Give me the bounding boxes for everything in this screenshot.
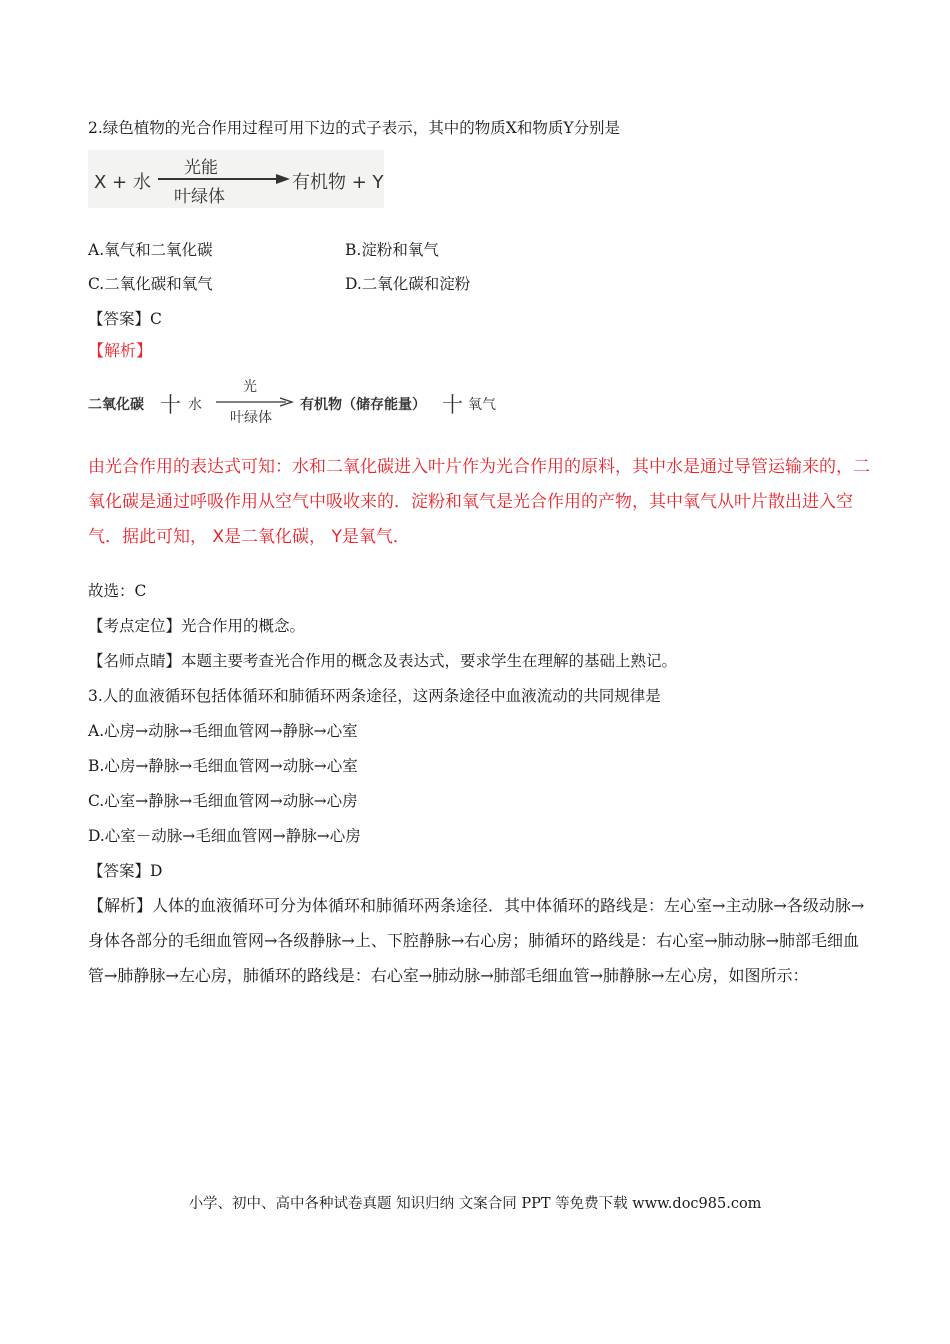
q2-question: 2.绿色植物的光合作用过程可用下边的式子表示，其中的物质X和物质Y分别是 bbox=[88, 119, 621, 137]
q3-question: 3.人的血液循环包括体循环和肺循环两条途径，这两条途径中血液流动的共同规律是 bbox=[88, 687, 661, 705]
q3-option-b: B.心房→静脉→毛细血管网→动脉→心室 bbox=[88, 757, 358, 775]
analysis-eq-below: 叶绿体 bbox=[230, 410, 272, 426]
q2-kaodian: 【考点定位】光合作用的概念。 bbox=[88, 617, 306, 635]
q3-option-a: A.心房→动脉→毛细血管网→静脉→心室 bbox=[88, 722, 358, 740]
equation-above: 光能 bbox=[184, 158, 218, 178]
analysis-arrow-icon bbox=[216, 397, 294, 407]
q3-option-c: C.心室→静脉→毛细血管网→动脉→心房 bbox=[88, 792, 358, 810]
analysis-eq-product1: 有机物（储存能量） bbox=[300, 397, 426, 413]
q2-analysis-label: 【解析】 bbox=[88, 341, 153, 360]
reaction-arrow-icon bbox=[158, 172, 290, 186]
equation-below: 叶绿体 bbox=[174, 187, 225, 207]
analysis-eq-reactant2: 水 bbox=[188, 397, 202, 413]
q3-analysis: 【解析】人体的血液循环可分为体循环和肺循环两条途径．其中体循环的路线是：左心室→主动脉→各级动脉→身体各部分的毛细血管网→各级静脉→上、下腔静脉→右心房；肺循环的路线是：右心室→肺动脉→肺部毛细血管→肺静脉→左心房，肺循环的路线是：右心室→肺动脉→肺部毛细血管→肺静脉→左心房，如图所示： bbox=[88, 896, 865, 985]
q2-analysis-text: 由光合作用的表达式可知：水和二氧化碳进入叶片作为光合作用的原料，其中水是通过导管运输来的，二氧化碳是通过呼吸作用从空气中吸收来的．淀粉和氧气是光合作用的产物，其中氧气从叶片散出进入空气．据此可知， X是二氧化碳， Y是氧气． bbox=[88, 457, 870, 547]
q2-option-d: D.二氧化碳和淀粉 bbox=[345, 275, 471, 293]
equation-left: X + 水 bbox=[94, 172, 151, 193]
q2-analysis-equation bbox=[88, 376, 508, 426]
analysis-eq-above: 光 bbox=[243, 379, 257, 395]
analysis-eq-product2: 氧气 bbox=[468, 397, 496, 413]
q2-option-a: A.氧气和二氧化碳 bbox=[88, 241, 213, 259]
q3-answer: 【答案】D bbox=[88, 862, 163, 880]
analysis-eq-plus1: 十 bbox=[160, 393, 181, 417]
equation-right: 有机物 + Y bbox=[292, 172, 384, 193]
analysis-eq-plus2: 十 bbox=[442, 393, 463, 417]
q2-answer: 【答案】C bbox=[88, 310, 162, 328]
q2-choice: 故选：C bbox=[88, 582, 147, 600]
analysis-eq-reactant1: 二氧化碳 bbox=[88, 397, 144, 413]
q3-option-d: D.心室－动脉→毛细血管网→静脉→心房 bbox=[88, 827, 361, 845]
q2-option-c: C.二氧化碳和氧气 bbox=[88, 275, 213, 293]
page-footer: 小学、初中、高中各种试卷真题 知识归纳 文案合同 PPT 等免费下载 www.doc985.com bbox=[188, 1196, 762, 1212]
q2-mingshi: 【名师点睛】本题主要考查光合作用的概念及表达式，要求学生在理解的基础上熟记。 bbox=[88, 652, 678, 670]
q2-option-b: B.淀粉和氧气 bbox=[345, 241, 439, 259]
q2-equation-figure bbox=[88, 150, 384, 208]
